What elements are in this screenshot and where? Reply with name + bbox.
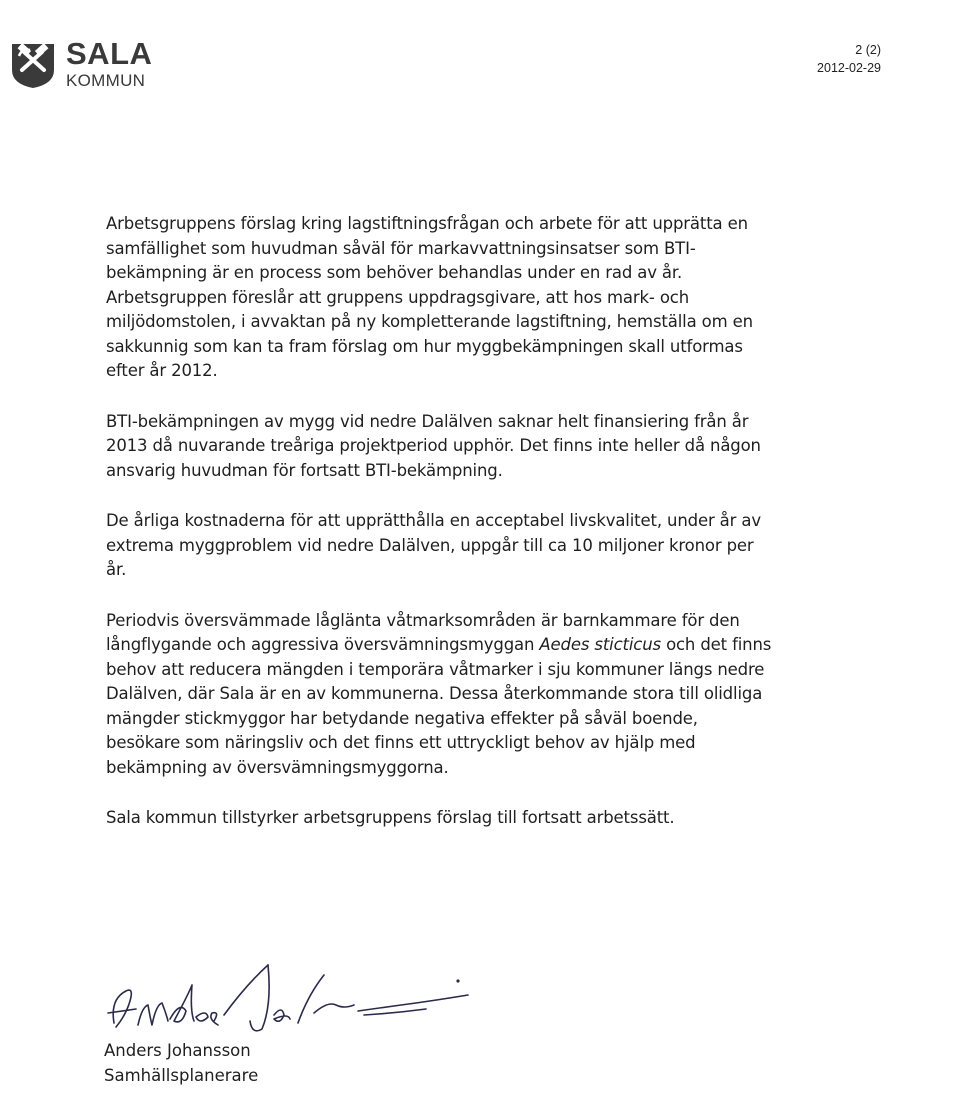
paragraph-financing bbox=[106, 410, 796, 484]
crossed-hammers-crest-icon bbox=[8, 40, 58, 90]
text-line: år. bbox=[106, 560, 127, 579]
text-line: ansvarig huvudman för fortsatt BTI-bekämpning. bbox=[106, 460, 503, 480]
text-line: samfällighet som huvudman såväl för markavvattningsinsatser som BTI- bbox=[106, 238, 696, 258]
text-line: 2013 då nuvarande treåriga projektperiod upphör. Det finns inte heller då någon bbox=[106, 436, 761, 455]
logo-title: SALA bbox=[66, 36, 153, 71]
text-line: bekämpning är en process som behöver behandlas under en rad av år. bbox=[106, 263, 683, 282]
sala-kommun-logo bbox=[8, 36, 168, 94]
paragraph-wetlands bbox=[106, 609, 796, 781]
paragraph-legislation bbox=[106, 212, 796, 384]
signer-block bbox=[104, 1038, 258, 1088]
text-line: behov att reducera mängden i temporära våtmarker i sju kommuner längs nedre bbox=[106, 659, 765, 679]
paragraph-costs bbox=[106, 509, 796, 583]
text-line: Arbetsgruppens förslag kring lagstiftningsfrågan och arbete för att upprätta en bbox=[106, 214, 748, 233]
text-line: Periodvis översvämmade låglänta våtmarksområden är barnkammare för den bbox=[106, 610, 740, 630]
paragraph-conclusion bbox=[106, 806, 796, 831]
text-line: mängder stickmyggor har betydande negativa effekter på såväl boende, bbox=[106, 708, 698, 728]
text-segment: långflygande och aggressiva översvämningsmyggan bbox=[106, 635, 540, 654]
text-line bbox=[106, 633, 796, 658]
signer-name: Anders Johansson bbox=[104, 1041, 251, 1060]
text-line: besökare som näringsliv och det finns ett uttryckligt behov av hjälp med bbox=[106, 733, 696, 752]
document-date: 2012-02-29 bbox=[817, 61, 881, 75]
signer-title: Samhällsplanerare bbox=[104, 1066, 259, 1085]
letter-body bbox=[106, 212, 796, 831]
page-meta bbox=[817, 41, 881, 77]
handwritten-signature bbox=[96, 955, 476, 1045]
text-line: BTI-bekämpningen av mygg vid nedre Dalälven saknar helt finansiering från år bbox=[106, 411, 749, 431]
text-line: extrema myggproblem vid nedre Dalälven, uppgår till ca 10 miljoner kronor per bbox=[106, 535, 754, 555]
text-line: Sala kommun tillstyrker arbetsgruppens förslag till fortsatt arbetssätt. bbox=[106, 808, 675, 827]
text-line: bekämpning av översvämningsmyggorna. bbox=[106, 757, 449, 777]
text-line: miljödomstolen, i avvaktan på ny kompletterande lagstiftning, hemställa om en bbox=[106, 312, 753, 331]
text-line: sakkunnig som kan ta fram förslag om hur myggbekämpningen skall utformas bbox=[106, 336, 743, 356]
page-number: 2 (2) bbox=[855, 43, 881, 57]
text-line: Dalälven, där Sala är en av kommunerna. Dessa återkommande stora till olidliga bbox=[106, 684, 763, 703]
species-name: Aedes sticticus bbox=[539, 635, 661, 654]
text-line: Arbetsgruppen föreslår att gruppens uppdragsgivare, att hos mark- och bbox=[106, 287, 690, 307]
text-segment: och det finns bbox=[660, 635, 772, 654]
text-line: De årliga kostnaderna för att upprätthålla en acceptabel livskvalitet, under år av bbox=[106, 511, 761, 530]
logo-subtitle: KOMMUN bbox=[66, 71, 146, 90]
text-line: efter år 2012. bbox=[106, 361, 218, 380]
